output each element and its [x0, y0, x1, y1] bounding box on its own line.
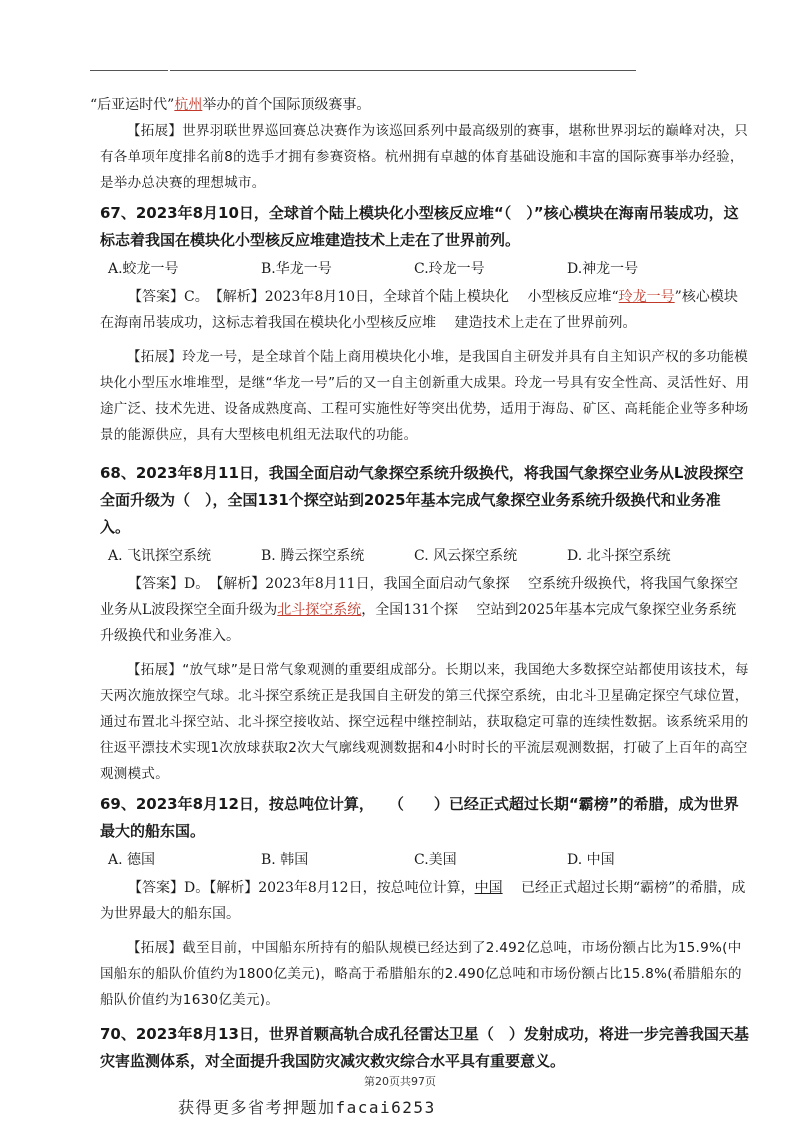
answer-69 [100, 875, 750, 927]
answer-68 [100, 571, 750, 649]
answer-67 [100, 284, 750, 336]
extension-69: 【拓展】截至目前，中国船东所持有的船队规模已经达到了2.492亿总吨，市场份额占比为15.9%(中国船东的船队价值约为1800亿美元)，略高于希腊船东的2.490亿总吨和市场份额占比15.8%(希腊船东的船队价值约为1630亿美元)。 [100, 940, 742, 1008]
continued-text-end: 举办的首个国际顶级赛事。 [202, 97, 371, 113]
question-68: 68、2023年8月11日，我国全面启动气象探空系统升级换代，将我国气象探空业务从L波段探空全面升级为（ ），全国131个探空站到2025年基本完成气象探空业务系统升级换代和业务准入。 [100, 464, 744, 536]
question-69: 69、2023年8月12日，按总吨位计算， （ ）已经正式超过长期“霸榜”的希腊，成为世界最大的船东国。 [100, 795, 739, 840]
option-c: C. 风云探空系统 [414, 548, 518, 564]
option-b: B. 腾云探空系统 [261, 548, 365, 564]
hangzhou-link[interactable]: 杭州 [174, 97, 203, 113]
option-a: A. 德国 [108, 852, 156, 868]
extension-67: 【拓展】玲龙一号，是全球首个陆上商用模块化小堆，是我国自主研发并具有自主知识产权的多功能模块化小型压水堆堆型，是继“华龙一号”后的又一自主创新重大成果。玲龙一号具有安全性高、灵活性好、用途广泛、技术先进、设备成熟度高、工程可实施性好等突出优势，适用于海岛、矿区、高耗能企业等多种场景的能源供应，具有大型核电机组无法取代的功能。 [100, 349, 750, 443]
option-d: D. 中国 [567, 852, 615, 868]
answer-underlined: 中国 [474, 880, 503, 896]
page-number: 第20页共97页 [364, 1075, 436, 1088]
options-68 [100, 543, 750, 569]
answer-text: 【答案】D。 【解析】2023年8月11日，我国全面启动气象探 空系统升级换代，将我国气象探空业务从L波段探空全面升级为 [100, 576, 739, 618]
answer-text: 【答案】D。【解析】2023年8月12日，按总吨位计算， [128, 880, 475, 896]
extension-66: 【拓展】世界羽联世界巡回赛总决赛作为该巡回系列中最高级别的赛事，堪称世界羽坛的巅峰对决，只有各单项年度排名前8的选手才拥有参赛资格。杭州拥有卓越的体育基础设施和丰富的国际赛事举办经验，是举办总决赛的理想城市。 [100, 123, 748, 191]
extension-68: 【拓展】“放气球”是日常气象观测的重要组成部分。长期以来，我国绝大多数探空站都使用该技术，每天两次施放探空气球。北斗探空系统正是我国自主研发的第三代探空系统，由北斗卫星确定探空气球位置，通过布置北斗探空站、北斗探空接收站、探空远程中继控制站，获取稳定可靠的连续性数据。该系统采用的往返平漂技术实现1次放球获取2次大气廓线观测数据和4小时时长的平流层观测数据，打破了上百年的高空观测模式。 [100, 662, 749, 782]
option-b: B.华龙一号 [261, 261, 332, 277]
header-rule-left [90, 70, 168, 71]
page-content [90, 92, 750, 1075]
answer-text-end: ”核心模块在海南吊装成功，这标志着我国在模块化小型核反应堆 建造技术上走在了世界前列。 [100, 289, 738, 331]
option-c: C.美国 [414, 852, 457, 868]
options-67 [100, 256, 750, 282]
answer-highlight[interactable]: 玲龙一号 [618, 289, 675, 305]
option-d: D.神龙一号 [567, 261, 639, 277]
answer-highlight[interactable]: 北斗探空系统 [277, 602, 362, 618]
continued-text: “后亚运时代” [90, 97, 175, 113]
continued-line [90, 92, 750, 118]
option-a: A.蛟龙一号 [108, 261, 179, 277]
option-d: D. 北斗探空系统 [567, 548, 671, 564]
answer-text-end: ，全国131个探 空站到2025年基本完成气象探空业务系统升级换代和业务准入。 [100, 602, 737, 644]
option-b: B. 韩国 [261, 852, 309, 868]
option-a: A. 飞讯探空系统 [108, 548, 212, 564]
promo-text: 获得更多省考押题加facai6253 [178, 1098, 436, 1117]
question-67: 67、2023年8月10日，全球首个陆上模块化小型核反应堆“（ ）”核心模块在海南吊装成功，这标志着我国在模块化小型核反应堆建造技术上走在了世界前列。 [100, 204, 739, 249]
option-c: C.玲龙一号 [414, 261, 485, 277]
question-70: 70、2023年8月13日，世界首颗高轨合成孔径雷达卫星（ ）发射成功，将进一步完善我国天基灾害监测体系，对全面提升我国防灾减灾救灾综合水平具有重要意义。 [100, 1025, 749, 1070]
answer-text: 【答案】C。 【解析】2023年8月10日，全球首个陆上模块化 小型核反应堆“ [128, 289, 619, 305]
header-rule-right [170, 70, 636, 71]
answer-text-end: 已经正式超过长期“霸榜”的希腊，成为世界最大的船东国。 [100, 880, 746, 922]
options-69 [100, 847, 750, 873]
